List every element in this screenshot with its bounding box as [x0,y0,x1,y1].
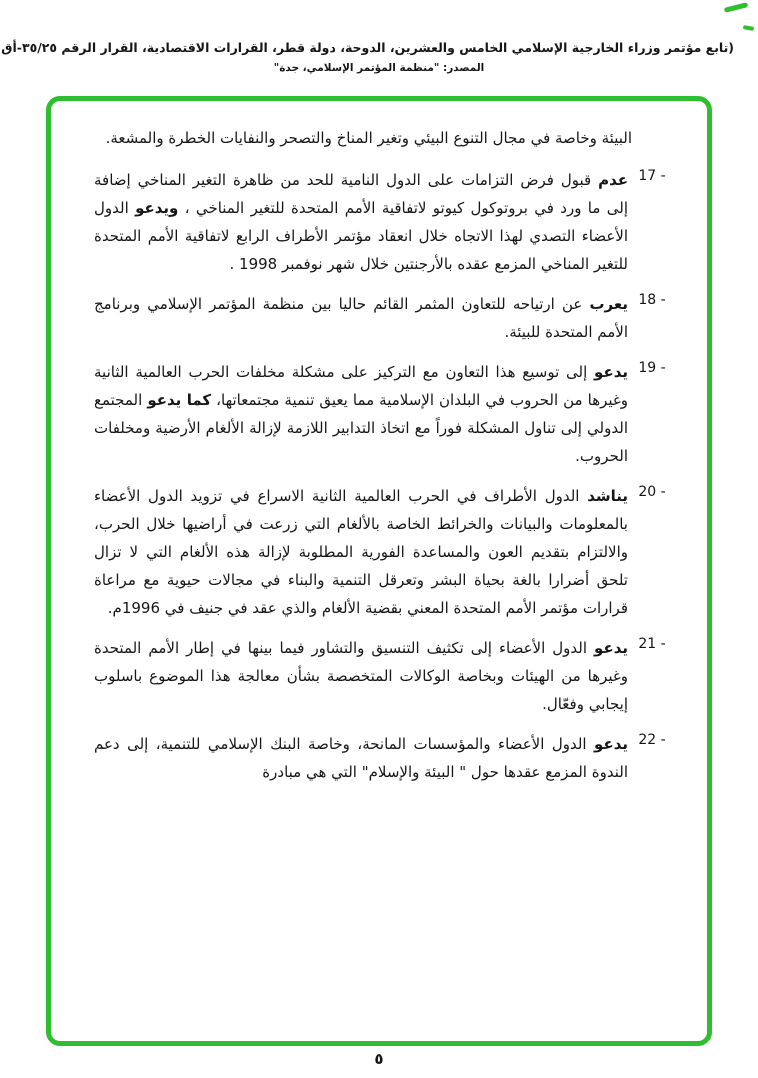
text-segment: يدعو [594,735,628,753]
text-segment: إلى توسيع هذا التعاون مع التركيز على مشكلة مخلفات الحرب العالمية الثانية وغيرها من الحروب في البلدان الإسلامية مما يعيق تنمية مجتمعاتها، [94,363,628,409]
item-text [94,290,628,346]
item-number: 21 - [638,636,666,652]
header-title: (تابع مؤتمر وزراء الخارجية الإسلامي الخامس والعشرين، الدوحة، دولة قطر، القرارات الاقتصادية، القرار الرقم ٣٥/٢٥-أق [1,40,734,55]
text-segment: عن ارتياحه للتعاون المثمر القائم حاليا بين منظمة المؤتمر الإسلامي وبرنامج الأمم المتحدة للبيئة. [94,295,628,341]
item-number: 18 - [638,292,666,308]
text-segment: يدعو [594,363,628,381]
text-segment: يعرب [589,295,628,313]
intro-paragraph: البيئة وخاصة في مجال التنوع البيئي وتغير المناخ والتصحر والنفايات الخطرة والمشعة. [105,129,632,147]
scan-mark-icon [743,25,755,31]
item-text [94,358,628,470]
resolution-item [94,290,672,346]
text-segment: عدم [598,171,628,189]
item-text [94,634,628,718]
item-text [94,166,628,278]
text-segment: الدول الأعضاء إلى تكثيف التنسيق والتشاور فيما بينها في إطار الأمم المتحدة وغيرها من الهيئات وبخاصة الوكالات المتخصصة بشأن معالجة هذا الموضوع باسلوب إيجابي وفعّال. [94,639,628,713]
resolution-item [94,358,672,470]
resolution-item [94,730,672,786]
text-segment: المجتمع الدولي إلى تناول المشكلة فوراً مع اتخاذ التدابير اللازمة لإزالة الألغام الأرضية ومخلفات الحروب. [94,391,628,465]
item-number: 17 - [638,168,666,184]
item-text [94,730,628,786]
text-segment: الدول الأعضاء التصدي لهذا الاتجاه خلال انعقاد مؤتمر الأطراف الرابع لاتفاقية الأمم المتحدة للتغير المناخي المزمع عقده بالأرجنتين خلال شهر نوفمبر 1998 . [94,199,628,273]
header-source: المصدر: "منظمة المؤتمر الإسلامي، جدة" [273,62,485,74]
resolution-item [94,482,672,622]
text-segment: الدول الأعضاء والمؤسسات المانحة، وخاصة البنك الإسلامي للتنمية، إلى دعم الندوة المزمع عقدها حول " البيئة والإسلام" التي هي مبادرة [94,735,628,781]
resolution-item [94,166,672,278]
page-header [1,40,734,74]
page-number: ٥ [374,1050,384,1068]
item-number: 20 - [638,484,666,500]
text-segment: الدول الأطراف في الحرب العالمية الثانية الاسراع في تزويد الدول الأعضاء بالمعلومات والبيانات والخرائط الخاصة بالألغام التي زرعت في أراضيها خلال الحرب، والالتزام بتقديم العون والمساعدة الفورية المطلوبة لإزالة هذه الألغام التي لا تزال تلحق أضرارا بالغة بحياة البشر وتعرقل التنمية والبناء في مجالات حيوية مع مراعاة قرارات مؤتمر الأمم المتحدة المعني بقضية الألغام والذي عقد في جنيف في 1996م. [94,487,628,617]
resolution-content [94,124,672,798]
item-text [94,482,628,622]
text-segment: ويدعو [135,199,179,217]
text-segment: قبول فرض التزامات على الدول النامية للحد من ظاهرة التغير المناخي إضافة إلى ما ورد في بروتوكول كيوتو لاتفاقية الأمم المتحدة للتغير المناخي ، [94,171,628,217]
item-number: 22 - [638,732,666,748]
item-number: 19 - [638,360,666,376]
resolution-item [94,634,672,718]
text-segment: كما يدعو [147,391,212,409]
text-segment: يناشد [587,487,628,505]
resolution-list [94,166,672,786]
text-segment: يدعو [594,639,628,657]
scan-mark-icon [724,2,748,13]
